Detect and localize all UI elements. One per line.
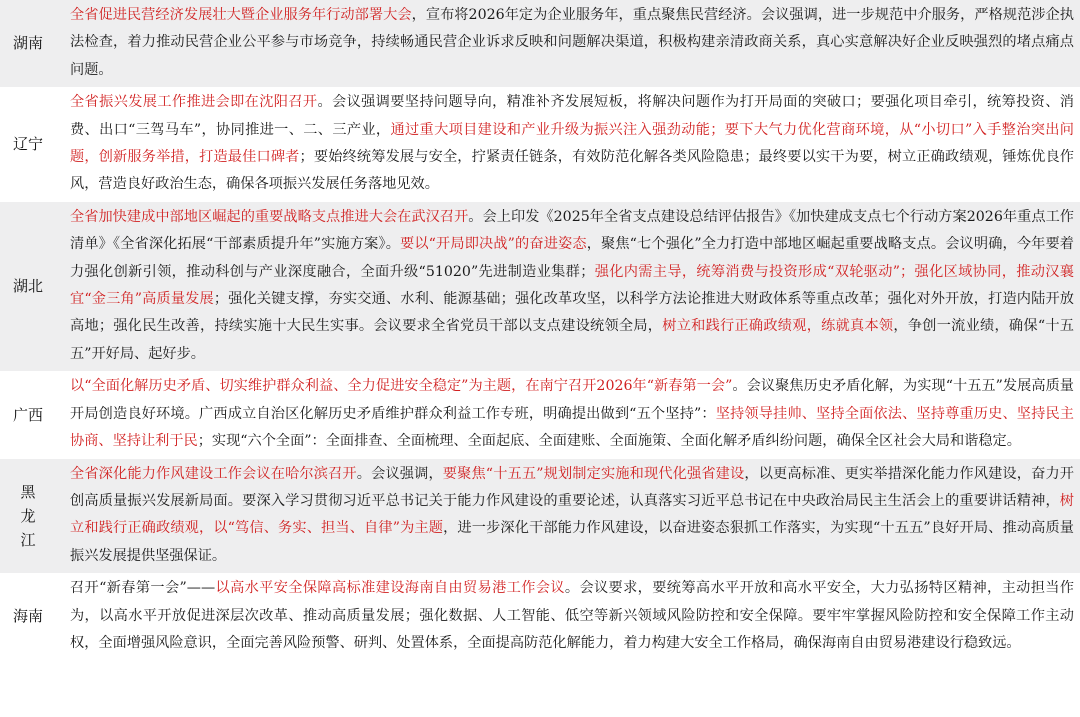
body-text: ；要始终统筹发展与安全，拧紧责任链条，有效防范化解各类风险隐患；最终要以实干为要，树立正确政绩观，锤炼优良作风，营造良好政治生态，确保各项振兴发展任务落地见效。 bbox=[70, 149, 1074, 193]
body-text: ；强化关键支撑，夯实交通、水利、能源基础；强化改革攻坚，以科学方法论推进大财政体系等重点改革；强化对外开放，打造内陆开放高地；强化民生改善，持续实施十大民生实事。会议要求全省党员干部以支点建设统领全局， bbox=[70, 291, 1074, 335]
meeting-description bbox=[56, 202, 1080, 371]
body-text: 召开“新春第一会”—— bbox=[70, 580, 216, 597]
meeting-description bbox=[56, 459, 1080, 574]
meeting-description bbox=[56, 371, 1080, 458]
highlighted-text: 以高水平安全保障高标准建设海南自由贸易港工作会议 bbox=[215, 580, 565, 597]
body-text: 。会议要求，要统筹高水平开放和高水平安全，大力弘扬特区精神，主动担当作为，以高水平开放促进深层次改革、推动高质量发展；强化数据、人工智能、低空等新兴领域风险防控和安全保障。要牢牢掌握风险防控和安全保障工作主动权，全面增强风险意识，全面完善风险预警、研判、处置体系，全面提高防范化解能力，着力构建大安全工作格局，确保海南自由贸易港建设行稳致远。 bbox=[70, 580, 1074, 651]
province-name: 湖北 bbox=[0, 202, 56, 371]
province-name: 辽宁 bbox=[12, 135, 43, 154]
highlighted-text: 全省深化能力作风建设工作会议在哈尔滨召开 bbox=[70, 465, 357, 482]
highlighted-text: 全省振兴发展工作推进会即在沈阳召开 bbox=[70, 94, 318, 111]
province-name: 黑龙江 bbox=[0, 459, 56, 574]
highlighted-text: 要以“开局即决战”的奋进姿态 bbox=[400, 236, 587, 253]
body-text: 。会议聚焦历史矛盾化解，为实现“十五五”发展高质量开局创造良好环境。广西成立自治区化解历史矛盾维护群众利益工作专班，明确提出做到“五个坚持”： bbox=[70, 378, 1074, 422]
highlighted-text: 强化内需主导，统筹消费与投资形成“双轮驱动”；强化区域协同，推动汉襄宜“金三角”高质量发展 bbox=[70, 263, 1074, 308]
body-text: ，以更高标准、更实举措深化能力作风建设，奋力开创高质量振兴发展新局面。要深入学习贯彻习近平总书记关于能力作风建设的重要论述，认真落实习近平总书记在中央政治局民主生活会上的重要讲话精神， bbox=[70, 465, 1074, 509]
table-row bbox=[0, 87, 1080, 202]
highlighted-text: 树立和践行正确政绩观，以“笃信、务实、担当、自律”为主题 bbox=[70, 492, 1074, 537]
table-row bbox=[0, 573, 1080, 660]
province-name: 广西 bbox=[12, 405, 43, 424]
table-row bbox=[0, 0, 1080, 87]
body-text: ，聚焦“七个强化”全力打造中部地区崛起重要战略支点。会议明确，今年要着力强化创新引领，推动科创与产业深度融合，全面升级“51020”先进制造业集群； bbox=[70, 236, 1074, 280]
table-row bbox=[0, 371, 1080, 458]
highlighted-text: 通过重大项目建设和产业升级为振兴注入强劲动能；要下大气力优化营商环境，从“小切口”入手整治突出问题，创新服务举措，打造最佳口碑者 bbox=[70, 121, 1074, 166]
table-row bbox=[0, 202, 1080, 371]
meeting-description bbox=[56, 0, 1080, 87]
body-text: ，进一步深化干部能力作风建设，以奋进姿态狠抓工作落实，为实现“十五五”良好开局、推动高质量振兴发展提供坚强保证。 bbox=[70, 520, 1074, 564]
meeting-description bbox=[56, 573, 1080, 660]
highlighted-text: 全省加快建成中部地区崛起的重要战略支点推进大会在武汉召开 bbox=[70, 208, 469, 225]
meeting-description bbox=[56, 87, 1080, 202]
body-text: 。会议强调， bbox=[356, 465, 443, 482]
highlighted-text: 坚持领导挂帅、坚持全面依法、坚持尊重历史、坚持民主协商、坚持让利于民 bbox=[70, 405, 1074, 450]
highlighted-text: 全省促进民营经济发展壮大暨企业服务年行动部署大会 bbox=[70, 7, 412, 23]
province-name: 湖南 bbox=[0, 0, 56, 87]
body-text: 。会议强调要坚持问题导向，精准补齐发展短板，将解决问题作为打开局面的突破口；要强化项目牵引，统筹投资、消费、出口“三驾马车”，协同推进一、二、三产业， bbox=[70, 94, 1074, 138]
body-text: ，宣布将2026年定为企业服务年，重点聚焦民营经济。会议强调，进一步规范中介服务，严格规范涉企执法检查，着力推动民营企业公平参与市场竞争，持续畅通民营企业诉求反映和问题解决渠道，积极构建亲清政商关系，真心实意解决好企业反映强烈的堵点痛点问题。 bbox=[70, 7, 1074, 78]
highlighted-text: 以“全面化解历史矛盾、切实维护群众利益、全力促进安全稳定”为主题，在南宁召开2026年“新春第一会” bbox=[70, 378, 733, 395]
body-text: ，争创一流业绩，确保“十五五”开好局、起好步。 bbox=[70, 318, 1074, 362]
highlighted-text: 要聚焦“十五五”规划制定实施和现代化强省建设 bbox=[442, 465, 745, 482]
body-text: ；实现“六个全面”：全面排查、全面梳理、全面起底、全面建账、全面施策、全面化解矛盾纠纷问题，确保全区社会大局和谐稳定。 bbox=[197, 433, 1021, 450]
highlighted-text: 树立和践行正确政绩观，练就真本领 bbox=[662, 318, 894, 335]
province-name: 海南 bbox=[12, 607, 43, 626]
body-text: 。会上印发《2025年全省支点建设总结评估报告》《加快建成支点七个行动方案2026年重点工作清单》《全省深化拓展“干部素质提升年”实施方案》。 bbox=[70, 208, 1074, 253]
table-row bbox=[0, 459, 1080, 574]
